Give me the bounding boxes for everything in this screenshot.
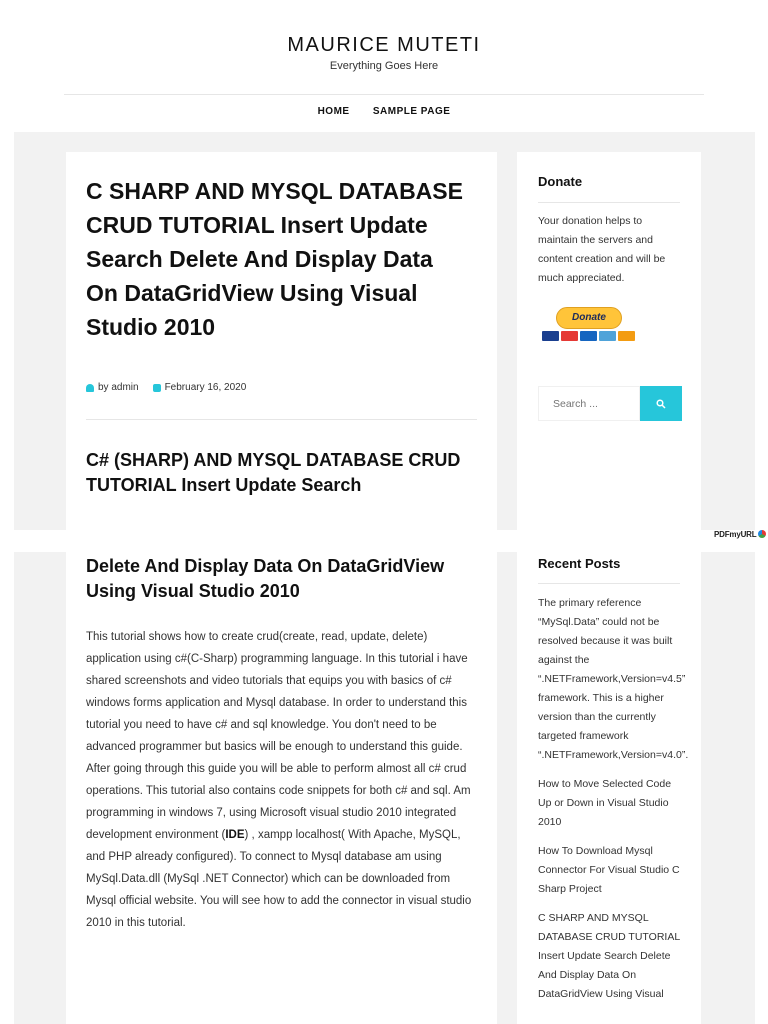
pdfmyurl-logo: PDFmyURL [714, 530, 766, 539]
paypal-donate[interactable] [542, 307, 638, 347]
section-heading: C# (SHARP) AND MYSQL DATABASE CRUD TUTORIAL Insert Update Search [86, 450, 461, 495]
post-date[interactable]: February 16, 2020 [164, 382, 247, 393]
mastercard-icon [561, 331, 578, 341]
main-nav [0, 106, 768, 117]
recent-post-link[interactable]: How To Download Mysql Connector For Visual Studio C Sharp Project [538, 845, 680, 895]
donate-widget-title: Donate [538, 174, 583, 189]
nav-item-sample-page[interactable]: SAMPLE PAGE [372, 106, 451, 117]
donate-button[interactable]: Donate [556, 307, 622, 329]
calendar-icon [153, 384, 161, 392]
discover-icon [618, 331, 635, 341]
sidebar-donate [517, 152, 701, 530]
widget-divider [538, 583, 680, 584]
header-divider [64, 94, 704, 95]
maestro-icon [580, 331, 597, 341]
user-icon [86, 384, 94, 392]
post-divider [86, 419, 477, 420]
visa-icon [542, 331, 559, 341]
search-input[interactable] [538, 386, 640, 421]
article-body-text: This tutorial shows how to create crud(create, read, update, delete) application using c#(C-Sharp) programming language. In this tutorial i have shared screenshots and video tutorials that equips you with basics of c# windows forms application and Mysql database. In order to understand this tutorial you need to have c# and sql knowledge. You don't need to be advanced programmer but basics will be enough to understand this guide. After going through this guide you will be able to perform almost all c# crud operations. This tutorial also contains code snippets for both c# and sql. Am programming in windows 7, using Microsoft visual studio 2010 integrated development environment ( [86, 631, 471, 841]
post-meta [86, 382, 246, 393]
sidebar-recent-posts [517, 552, 701, 1024]
amex-icon [599, 331, 616, 341]
nav-item-home[interactable]: HOME [317, 106, 350, 117]
card-logos [542, 331, 635, 341]
recent-posts-list [538, 594, 689, 1014]
donate-text: Your donation helps to maintain the servers and content creation and will be much appreciated. [538, 215, 666, 284]
search-icon [656, 399, 666, 409]
recent-post-link[interactable]: C SHARP AND MYSQL DATABASE CRUD TUTORIAL Insert Update Search Delete And Display Data On DataGridView Using Visual [538, 912, 680, 1000]
search-button[interactable] [640, 386, 682, 421]
site-tagline: Everything Goes Here [329, 60, 439, 72]
ide-emphasis: IDE [225, 829, 245, 841]
article-card [66, 152, 497, 530]
article-card-continued [66, 552, 497, 1024]
widget-divider [538, 202, 680, 203]
site-header [0, 0, 768, 132]
article-body-text-end: ) , xampp localhost( With Apache, MySQL, and PHP already configured). To connect to Mysql database am using MySql.Data.dll (MySql .NET Connector) which can be downloaded from Mysql official website. You will see how to add the connector in visual studio 2010 in this tutorial. [86, 829, 472, 929]
post-title: C SHARP AND MYSQL DATABASE CRUD TUTORIAL Insert Update Search Delete And Display Data On DataGridView Using Visual Studio 2010 [86, 178, 463, 340]
recent-posts-title: Recent Posts [538, 556, 621, 571]
site-title[interactable]: MAURICE MUTETI [287, 34, 481, 56]
recent-post-link[interactable]: The primary reference “MySql.Data” could not be resolved because it was built against the “.NETFramework,Version=v4.5” framework. This is a higher version than the currently targeted framework “.NETFramework,Version=v4.0”. [538, 597, 689, 761]
recent-post-link[interactable]: How to Move Selected Code Up or Down in Visual Studio 2010 [538, 778, 672, 828]
post-author[interactable]: by admin [98, 382, 139, 393]
section-heading-continued: Delete And Display Data On DataGridView Using Visual Studio 2010 [86, 556, 445, 601]
article-body [86, 626, 478, 934]
